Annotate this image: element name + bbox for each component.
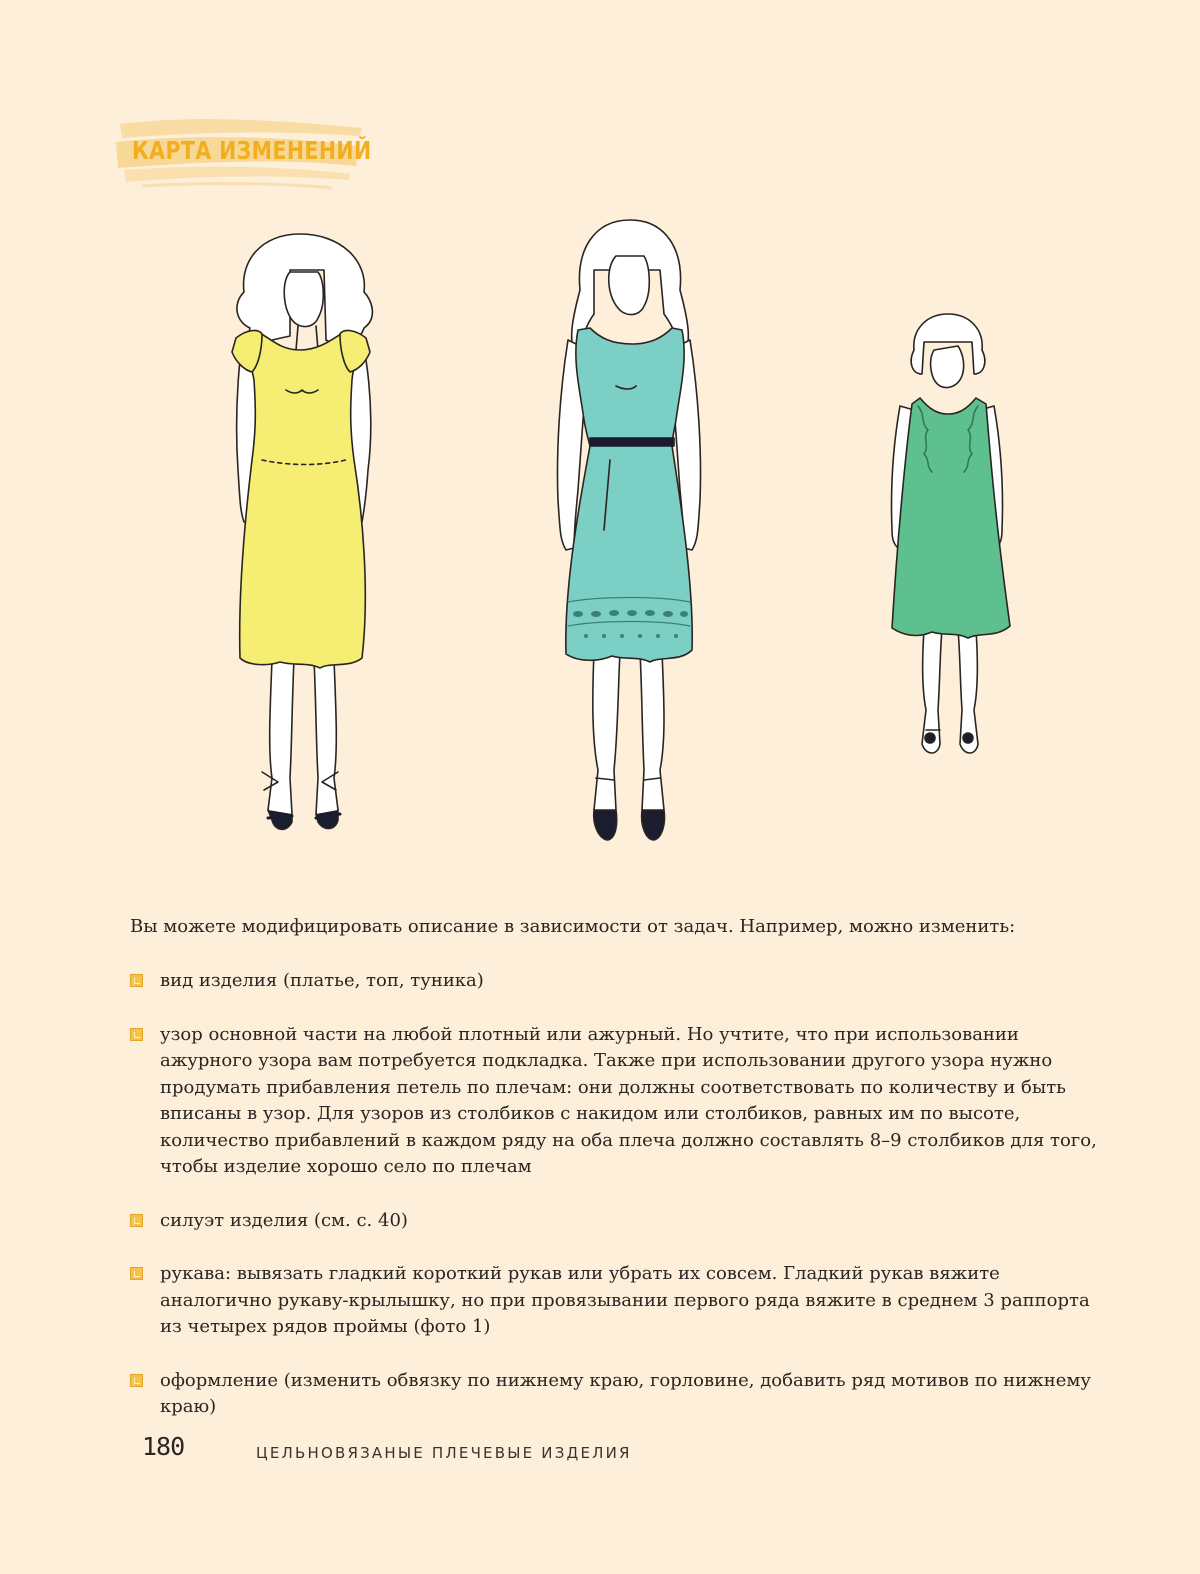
bullet-icon (130, 1374, 143, 1387)
list-item (130, 1208, 1110, 1235)
heading-block (112, 108, 372, 192)
bullet-icon (130, 1267, 143, 1280)
bullet-icon (130, 974, 143, 987)
list-item (130, 968, 1110, 995)
list-item-text: силуэт изделия (см. с. 40) (160, 1209, 408, 1231)
intro-text: Вы можете модифицировать описание в зависимости от задач. Например, можно изменить: (130, 916, 1016, 937)
page-heading: КАРТА ИЗМЕНЕНИЙ (132, 136, 372, 165)
list-item-text: вид изделия (платье, топ, туника) (160, 970, 484, 991)
list-item-text: узор основной части на любой плотный или ажурный. Но учтите, что при использовании ажурного узора вам потребуется подкладка. Также при использовании другого узора нужно продумать прибавления петель по плечам: они должны соответствовать по количеству и быть вписаны в узор. Для узоров из столбиков с накидом или столбиков, равных им по высоте, количество прибавлений в каждом ряду на оба плеча должно составлять 8–9 столбиков для того, чтобы изделие хорошо село по плечам (160, 1023, 1097, 1177)
dress-illustration (0, 210, 1200, 890)
list-item (130, 1368, 1110, 1421)
list-item (130, 1022, 1110, 1181)
page-number: 180 (142, 1432, 185, 1461)
list-item (130, 1261, 1110, 1341)
modification-list (130, 968, 1110, 1421)
list-item-text: рукава: вывязать гладкий короткий рукав или убрать их совсем. Гладкий рукав вяжите аналогично рукаву-крылышку, но при провязывании первого ряда вяжите в среднем 3 раппорта из четырех рядов проймы (фото 1) (160, 1263, 1090, 1337)
figure-green-dress (891, 314, 1010, 753)
bullet-icon (130, 1028, 143, 1041)
bullet-icon (130, 1214, 143, 1227)
figure-teal-dress (557, 220, 700, 840)
running-title: ЦЕЛЬНОВЯЗАНЫЕ ПЛЕЧЕВЫЕ ИЗДЕЛИЯ (256, 1444, 632, 1462)
figure-yellow-dress (232, 234, 372, 829)
list-item-text: оформление (изменить обвязку по нижнему краю, горловине, добавить ряд мотивов по нижнему краю) (160, 1369, 1091, 1417)
